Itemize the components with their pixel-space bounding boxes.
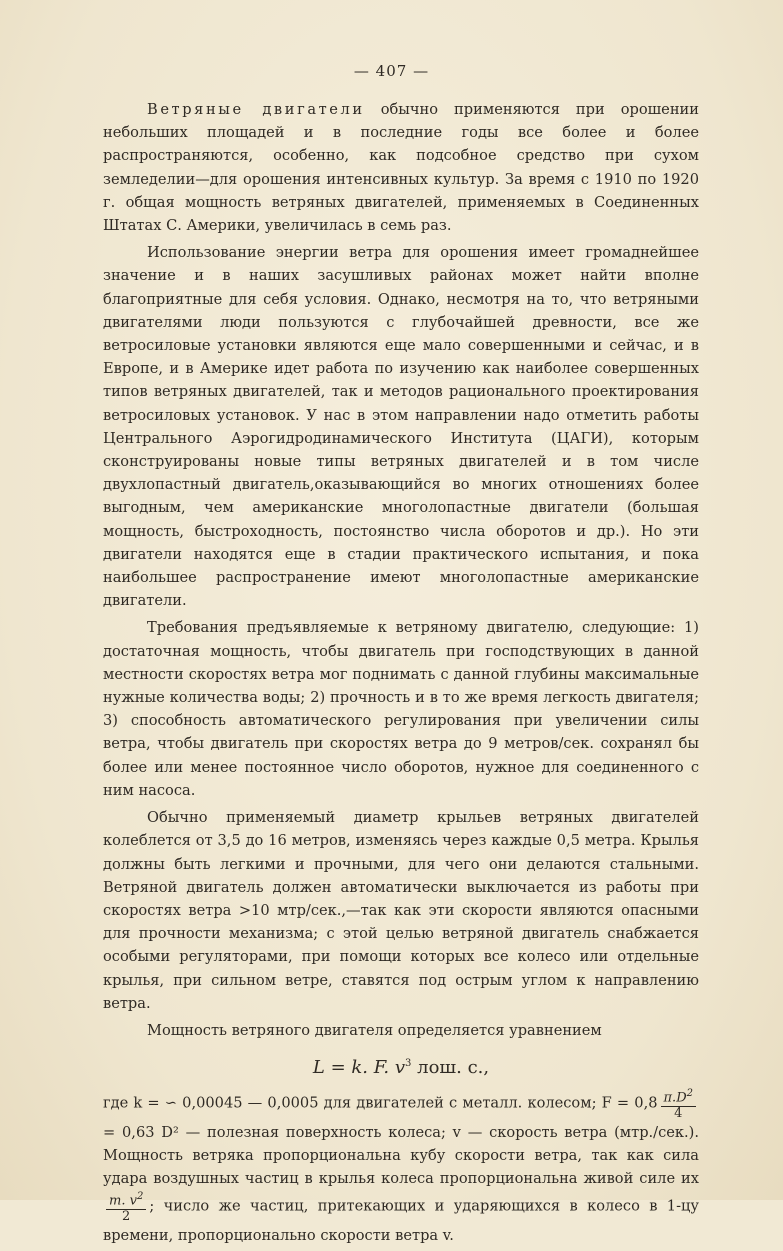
paragraph-wind-engines: [103, 98, 699, 237]
fraction-kinetic-exponent: 2: [136, 1191, 144, 1203]
fraction-kinetic-denominator: 2: [122, 1208, 131, 1224]
body-text: [103, 98, 699, 1251]
paragraph-power-intro: Мощность ветряного двигателя определяется уравнением: [147, 1021, 602, 1039]
fraction-area-denominator: 4: [674, 1105, 683, 1121]
fraction-area-numerator: π.D: [663, 1090, 687, 1106]
paragraph-requirements: Требования предъявляемые к ветряному двигателю, следующие: 1) достаточная мощность, чтобы двигатель при господствующих в данной местности скоростях ветра мог поднимать с данной глубины максимальные нужные количества воды; 2) прочность и в то же время легкость двигателя; 3) способность автоматического регулирования при увеличении силы ветра, чтобы двигатель при скоростях ветра до 9 метров/сек. сохранял бы более или менее постоянное число оборотов, нужное для соединенного с ним насоса.: [103, 619, 699, 799]
fraction-kinetic: [106, 1190, 146, 1223]
paragraph-1-rest: обычно применяются при орошении небольших площадей и в последние годы все более и более распространяются, особенно, как подсобное средство при сухом земледелии—для орошения интенсивных культур. За время с 1910 по 1920 г. общая мощность ветряных двигателей, применяемых в Соединенных Штатах С. Америки, увеличилась в семь раз.: [103, 101, 699, 235]
where-lead: где k = ∽ 0,00045 — 0,0005 для двигателей с металл. колесом; F = 0,8: [103, 1095, 658, 1112]
power-formula: [103, 1052, 699, 1079]
where-after: = 0,63 D² — полезная поверхность колеса; v — скорость ветра (мтр./сек.). Мощность ветряка пропорциональна кубу скорости ветра, так как сила удара воздушных частиц в крылья колеса пропорциональна живой силе их: [103, 1123, 699, 1188]
fraction-area: [661, 1087, 696, 1120]
paragraph-where: [103, 1087, 699, 1246]
formula-unit: лош. с.,: [411, 1057, 490, 1079]
formula-main: L = k. F. v: [312, 1057, 406, 1079]
paragraph-energy-use: Использование энергии ветра для орошения имеет громаднейшее значение и в наших засушливых районах может найти вполне благоприятные для себя условия. Однако, несмотря на то, что ветряными двигателями люди пользуются с глубочайшей древности, все же ветросиловые установки являются еще мало совершенными и сейчас, и в Европе, и в Америке идет работа по изучению как наиболее совершенных типов ветряных двигателей, так и методов рационального проектирования ветросиловых установок. У нас в этом направлении надо отметить работы Центрального Аэрогидродинамического Института (ЦАГИ), которым сконструированы новые типы ветряных двигателей и в том числе двухлопастный двигатель,оказывающийся во многих отношениях более выгодным, чем американские многолопастные двигатели (большая мощность, быстроходность, постоянство числа оборотов и др.). Но эти двигатели находятся еще в стадии практического испытания, и пока наибольшее распространение имеют многолопастные американские двигатели.: [103, 244, 699, 610]
fraction-area-exponent: 2: [686, 1088, 693, 1100]
where-end: ; число же частиц, притекающих и ударяющихся в колесо в 1-цу времени, пропорционально скорости ветра v.: [103, 1197, 699, 1244]
formula-exponent: 3: [405, 1058, 412, 1070]
lead-term: Ветряные двигатели: [147, 101, 365, 118]
page-number: — 407 —: [353, 62, 430, 80]
fraction-kinetic-numerator: m. v: [109, 1193, 137, 1209]
paragraph-diameter: Обычно применяемый диаметр крыльев ветряных двигателей колеблется от 3,5 до 16 метров, изменяясь через каждые 0,5 метра. Крылья должны быть легкими и прочными, для чего они делаются стальными. Ветряной двигатель должен автоматически выключается из работы при скоростях ветра >10 мтр/сек.,—так как эти скорости являются опасными для прочности механизма; с этой целью ветряной двигатель снабжается особыми регуляторами, при помощи которых все колесо или отдельные крылья, при сильном ветре, ставятся под острым углом к направлению ветра.: [103, 809, 699, 1012]
